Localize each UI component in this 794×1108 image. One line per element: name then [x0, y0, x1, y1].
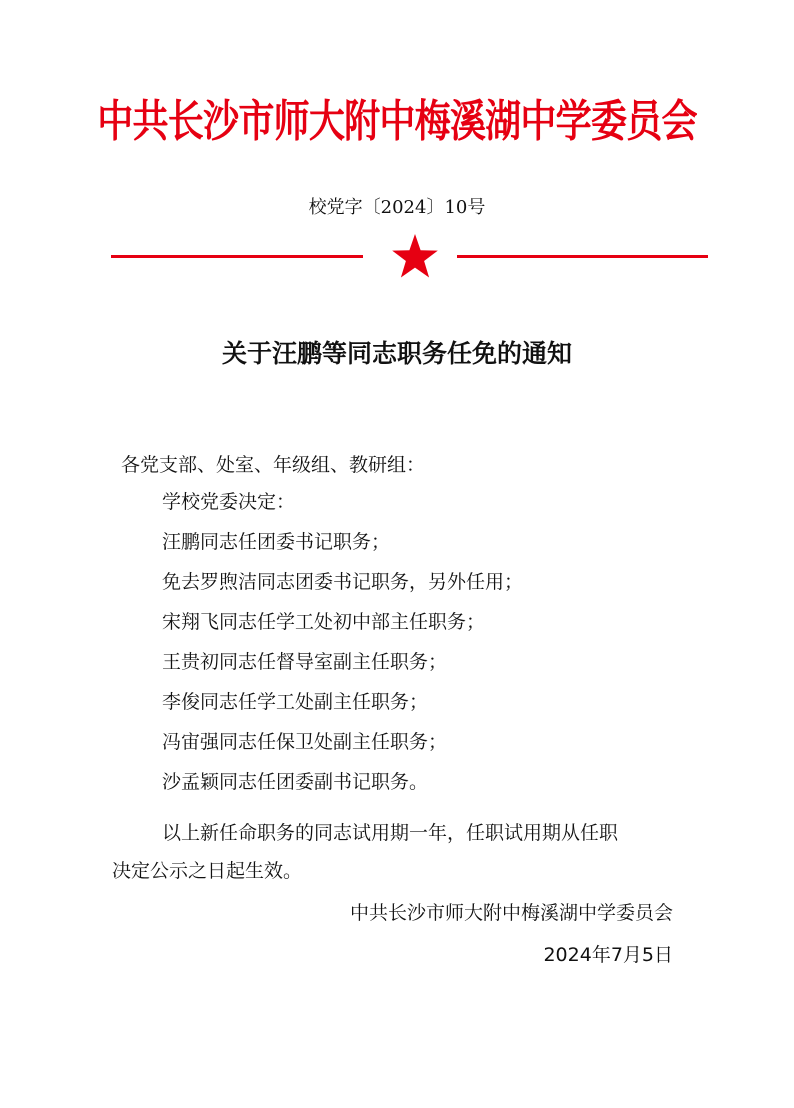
appointment-item: 冯宙强同志任保卫处副主任职务； [162, 731, 448, 753]
appointment-item: 李俊同志任学工处副主任职务； [162, 691, 429, 713]
document-number: 校党字〔2024〕10号 [308, 197, 486, 218]
signature-date: 2024年7月5日 [543, 944, 673, 966]
org-title: 中共长沙市师大附中梅溪湖中学委员会 [97, 96, 697, 147]
appointment-item: 王贵初同志任督导室副主任职务； [162, 651, 448, 673]
red-divider-left [111, 255, 363, 258]
red-divider-right [457, 255, 708, 258]
red-star-icon [391, 233, 439, 279]
closing-paragraph-line2: 决定公示之日起生效。 [112, 860, 303, 882]
closing-paragraph-line1: 以上新任命职务的同志试用期一年，任职试用期从任职 [162, 822, 619, 844]
notice-title: 关于汪鹏等同志职务任免的通知 [221, 339, 572, 368]
appointment-item: 免去罗煦洁同志团委书记职务，另外任用； [162, 571, 524, 593]
salutation: 各党支部、处室、年级组、教研组： [121, 454, 426, 476]
signature-org: 中共长沙市师大附中梅溪湖中学委员会 [349, 902, 673, 924]
appointment-item: 宋翔飞同志任学工处初中部主任职务； [162, 611, 486, 633]
decision-intro: 学校党委决定： [162, 491, 296, 513]
appointment-item: 汪鹏同志任团委书记职务； [162, 531, 391, 553]
appointment-item: 沙孟颖同志任团委副书记职务。 [162, 771, 429, 793]
